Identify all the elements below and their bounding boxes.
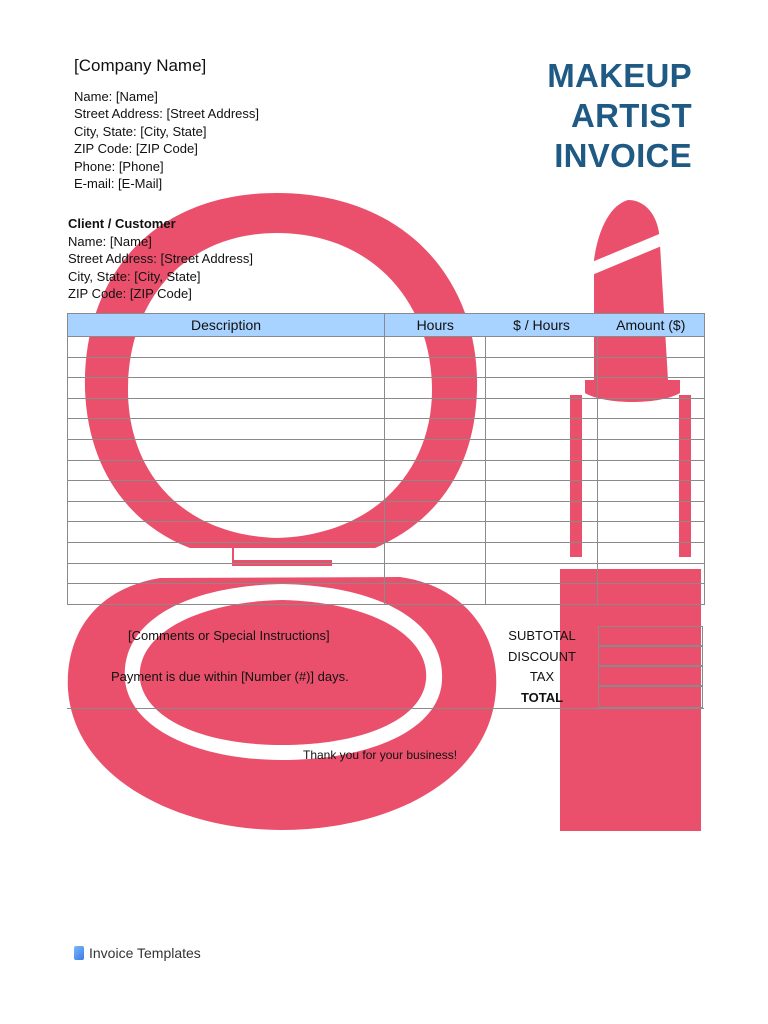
table-row bbox=[68, 481, 705, 502]
header-description: Description bbox=[68, 314, 385, 337]
sender-phone-line: Phone: [Phone] bbox=[74, 158, 164, 174]
table-row bbox=[68, 460, 705, 481]
invoice-templates-logo-icon bbox=[74, 946, 84, 960]
rate-cell[interactable] bbox=[486, 501, 598, 522]
rate-cell[interactable] bbox=[486, 378, 598, 399]
tax-value-cell[interactable] bbox=[598, 666, 703, 686]
description-cell[interactable] bbox=[68, 481, 385, 502]
description-cell[interactable] bbox=[68, 398, 385, 419]
table-row bbox=[68, 563, 705, 584]
sender-street-line: Street Address: [Street Address] bbox=[74, 106, 259, 122]
rate-cell[interactable] bbox=[486, 460, 598, 481]
title-line-3: INVOICE bbox=[554, 137, 692, 174]
table-row bbox=[68, 378, 705, 399]
subtotal-label: SUBTOTAL bbox=[508, 628, 576, 643]
table-row bbox=[68, 542, 705, 563]
table-row bbox=[68, 501, 705, 522]
sender-zip-line: ZIP Code: [ZIP Code] bbox=[74, 141, 198, 157]
hours-cell[interactable] bbox=[385, 439, 486, 460]
client-city-line: City, State: [City, State] bbox=[68, 268, 201, 284]
rate-cell[interactable] bbox=[486, 563, 598, 584]
total-value-cell[interactable] bbox=[598, 686, 703, 708]
hours-cell[interactable] bbox=[385, 563, 486, 584]
amount-cell[interactable] bbox=[598, 584, 705, 605]
amount-cell[interactable] bbox=[598, 542, 705, 563]
amount-cell[interactable] bbox=[598, 460, 705, 481]
rate-cell[interactable] bbox=[486, 357, 598, 378]
thank-you-note: Thank you for your business! bbox=[303, 748, 458, 762]
hours-cell[interactable] bbox=[385, 419, 486, 440]
hours-cell[interactable] bbox=[385, 584, 486, 605]
rate-cell[interactable] bbox=[486, 398, 598, 419]
description-cell[interactable] bbox=[68, 584, 385, 605]
sender-city-line: City, State: [City, State] bbox=[74, 123, 207, 139]
footer-brand-label: Invoice Templates bbox=[89, 945, 201, 961]
rate-cell[interactable] bbox=[486, 337, 598, 358]
table-row bbox=[68, 337, 705, 358]
client-street-line: Street Address: [Street Address] bbox=[68, 251, 253, 267]
description-cell[interactable] bbox=[68, 337, 385, 358]
sender-name-line: Name: [Name] bbox=[74, 89, 158, 104]
table-header-row bbox=[68, 314, 705, 337]
discount-value-cell[interactable] bbox=[598, 646, 703, 666]
client-block bbox=[68, 215, 253, 303]
description-cell[interactable] bbox=[68, 378, 385, 399]
header-hours: Hours bbox=[385, 314, 486, 337]
table-row bbox=[68, 398, 705, 419]
client-name-line: Name: [Name] bbox=[68, 233, 152, 249]
table-row bbox=[68, 522, 705, 543]
table-row bbox=[68, 357, 705, 378]
description-cell[interactable] bbox=[68, 419, 385, 440]
company-name: [Company Name] bbox=[74, 56, 207, 75]
description-cell[interactable] bbox=[68, 522, 385, 543]
sender-address-block bbox=[74, 88, 259, 192]
hours-cell[interactable] bbox=[385, 501, 486, 522]
amount-cell[interactable] bbox=[598, 501, 705, 522]
line-items-table bbox=[67, 313, 705, 605]
hours-cell[interactable] bbox=[385, 398, 486, 419]
hours-cell[interactable] bbox=[385, 481, 486, 502]
summary-divider bbox=[67, 708, 704, 709]
client-heading: Client / Customer bbox=[68, 216, 176, 231]
amount-cell[interactable] bbox=[598, 419, 705, 440]
rate-cell[interactable] bbox=[486, 439, 598, 460]
amount-cell[interactable] bbox=[598, 398, 705, 419]
description-cell[interactable] bbox=[68, 501, 385, 522]
rate-cell[interactable] bbox=[486, 584, 598, 605]
table-row bbox=[68, 419, 705, 440]
tax-label: TAX bbox=[529, 669, 555, 684]
hours-cell[interactable] bbox=[385, 378, 486, 399]
amount-cell[interactable] bbox=[598, 439, 705, 460]
description-cell[interactable] bbox=[68, 460, 385, 481]
title-line-2: ARTIST bbox=[571, 97, 692, 134]
description-cell[interactable] bbox=[68, 357, 385, 378]
hours-cell[interactable] bbox=[385, 337, 486, 358]
sender-email-line: E-mail: [E-Mail] bbox=[74, 176, 163, 192]
footer-brand bbox=[74, 945, 201, 961]
description-cell[interactable] bbox=[68, 439, 385, 460]
discount-label: DISCOUNT bbox=[508, 649, 576, 664]
rate-cell[interactable] bbox=[486, 481, 598, 502]
amount-cell[interactable] bbox=[598, 337, 705, 358]
amount-cell[interactable] bbox=[598, 522, 705, 543]
hours-cell[interactable] bbox=[385, 357, 486, 378]
total-label: TOTAL bbox=[520, 690, 564, 705]
title-line-1: MAKEUP bbox=[547, 57, 692, 94]
table-row bbox=[68, 584, 705, 605]
hours-cell[interactable] bbox=[385, 460, 486, 481]
table-row bbox=[68, 439, 705, 460]
comments-text[interactable]: [Comments or Special Instructions] bbox=[128, 628, 330, 643]
amount-cell[interactable] bbox=[598, 357, 705, 378]
invoice-title bbox=[547, 56, 692, 176]
amount-cell[interactable] bbox=[598, 563, 705, 584]
header-rate: $ / Hours bbox=[486, 314, 598, 337]
rate-cell[interactable] bbox=[486, 419, 598, 440]
description-cell[interactable] bbox=[68, 542, 385, 563]
payment-terms[interactable]: Payment is due within [Number (#)] days. bbox=[111, 669, 349, 684]
subtotal-value-cell[interactable] bbox=[598, 626, 703, 646]
description-cell[interactable] bbox=[68, 563, 385, 584]
amount-cell[interactable] bbox=[598, 378, 705, 399]
rate-cell[interactable] bbox=[486, 542, 598, 563]
rate-cell[interactable] bbox=[486, 522, 598, 543]
header-amount: Amount ($) bbox=[598, 314, 705, 337]
client-zip-line: ZIP Code: [ZIP Code] bbox=[68, 286, 192, 302]
amount-cell[interactable] bbox=[598, 481, 705, 502]
hours-cell[interactable] bbox=[385, 522, 486, 543]
hours-cell[interactable] bbox=[385, 542, 486, 563]
